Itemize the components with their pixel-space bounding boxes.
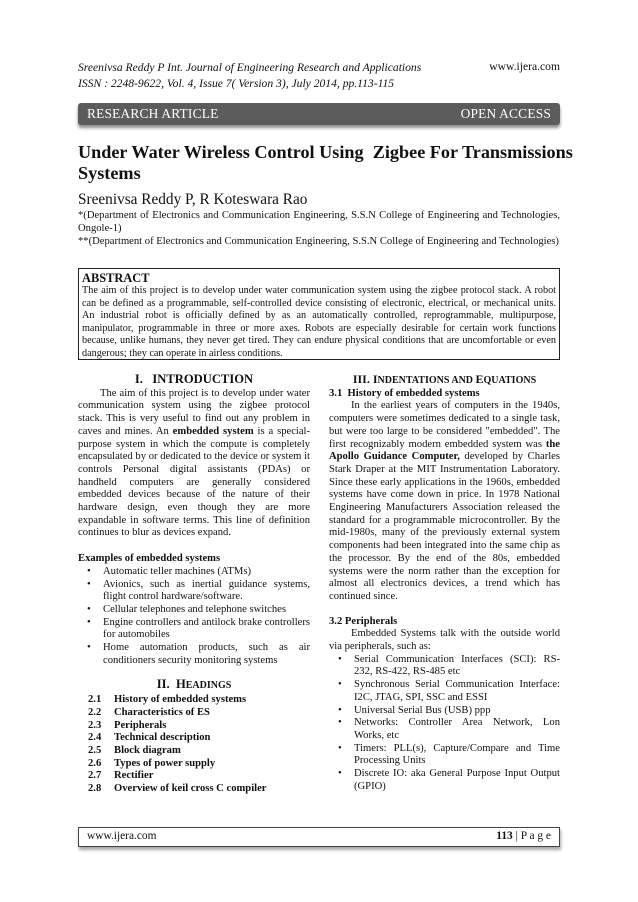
intro-text-b: is a special-purpose system in which the compute is completely encapsulated by or dedicated to the device or system it controls Personal digital assistants (PDAs) or handheld computers are generally considered embedded devices because of the nature of their hardware design, even though they are more expandable in software terms. This line of definition continues to blur as devices expand.	[78, 425, 311, 539]
page-number	[496, 830, 551, 842]
research-article-label: RESEARCH ARTICLE	[87, 106, 219, 121]
list-item: • Cellular telephones and telephone switches	[78, 604, 310, 617]
item-number: 2.4	[88, 732, 102, 744]
article-type-banner	[78, 103, 560, 125]
section-number: III.	[352, 372, 370, 386]
affiliation-2: **(Department of Electronics and Communication Engineering, S.S.N College of Engineering and Technologies)	[78, 236, 559, 247]
right-column	[329, 373, 560, 794]
title-line-2: Systems	[78, 163, 141, 183]
list-item: • Automatic teller machines (ATMs)	[78, 566, 310, 579]
list-item: • Avionics, such as inertial guidance systems, flight control hardware/software.	[78, 579, 310, 604]
heading-initial: I	[372, 372, 378, 386]
item-text: Types of power supply	[114, 757, 216, 769]
history-text-a: In the earliest years of computers in the 1940s, computers were sometimes dedicated to a single task, but were too large to be considered "embedded". The first recognizably modern embedded system was	[329, 400, 560, 450]
list-item	[88, 745, 310, 758]
introduction-paragraph	[78, 388, 310, 540]
peripherals-paragraph: Embedded Systems talk with the outside world via peripherals, such as:	[329, 628, 560, 653]
journal-citation	[78, 60, 508, 91]
list-item	[88, 770, 310, 783]
page-number-value: 113	[496, 830, 513, 842]
list-item	[88, 694, 310, 707]
item-text: Overview of keil cross C compiler	[114, 783, 267, 795]
list-item: • Synchronous Serial Communication Interface: I2C, JTAG, SPI, SSC and ESSI	[329, 679, 560, 704]
headings-section-heading	[78, 678, 310, 693]
open-access-label: OPEN ACCESS	[460, 106, 551, 121]
item-number: 2.8	[88, 783, 102, 795]
history-bold-term: the Apollo Guidance Computer,	[329, 438, 560, 463]
history-paragraph	[329, 400, 560, 603]
left-column	[78, 373, 310, 796]
item-text: Rectifier	[114, 770, 154, 782]
item-text: Peripherals	[114, 719, 167, 731]
item-number: 2.6	[88, 757, 102, 769]
list-item: • Discrete IO: aka General Purpose Input Output (GPIO)	[329, 768, 560, 793]
introduction-heading: I. INTRODUCTION	[134, 372, 254, 386]
authors: Sreenivsa Reddy P, R Koteswara Rao	[78, 191, 308, 208]
item-number: 2.1	[88, 694, 102, 706]
history-text-b: developed by Charles Stark Draper at the MIT Instrumentation Laboratory. Since these early applications in the 1960s, embedded systems have come down in price. In 1978 National Engineering Manufacturers Association released the standard for a programmable microcontroller. By the mid-1980s, many of the previously external system components had been integrated into the same chip as the processor. By the end of the 80s, embedded systems were the norm rather than the exception for almost all electronics devices, a trend which has continued since.	[329, 451, 561, 602]
header-site-link[interactable]: www.ijera.com	[489, 60, 560, 73]
title-line-1: Under Water Wireless Control Using Zigbee For Transmissions	[78, 142, 573, 162]
list-item: • Serial Communication Interfaces (SCI): RS-232, RS-422, RS-485 etc	[329, 654, 560, 679]
item-number: 2.3	[88, 719, 102, 731]
page-label: | P a g e	[512, 830, 551, 842]
list-item	[88, 707, 310, 720]
list-item: • Home automation products, such as air conditioners security monitoring systems	[78, 642, 310, 667]
abstract-box	[78, 268, 560, 360]
list-item: • Engine controllers and antilock brake controllers for automobiles	[78, 617, 310, 642]
list-item	[88, 758, 310, 771]
heading-initial: E	[475, 372, 484, 386]
abstract-heading: ABSTRACT	[82, 271, 150, 285]
peripherals-list	[329, 654, 560, 794]
subsection-3-1-heading: 3.1 History of embedded systems	[329, 387, 480, 399]
headings-list	[78, 694, 310, 796]
list-item: • Timers: PLL(s), Capture/Compare and Time Processing Units	[329, 743, 560, 768]
paper-title	[78, 142, 573, 184]
list-item: • Universal Serial Bus (USB) ppp	[329, 705, 560, 718]
list-item	[88, 720, 310, 733]
list-item	[88, 783, 310, 796]
intro-bold-term: embedded system	[172, 425, 254, 437]
heading-initial: H	[175, 677, 186, 692]
item-text: Block diagram	[114, 744, 181, 756]
journal-line-2: ISSN : 2248-9622, Vol. 4, Issue 7( Version 3), July 2014, pp.113-115	[78, 76, 395, 90]
item-text: Characteristics of ES	[114, 706, 210, 718]
heading-rest: NDENTATIONS AND	[377, 375, 476, 386]
page-footer	[78, 827, 560, 847]
list-item	[88, 732, 310, 745]
item-number: 2.7	[88, 770, 102, 782]
footer-site-link[interactable]: www.ijera.com	[87, 830, 157, 842]
affiliation-1: *(Department of Electronics and Communication Engineering, S.S.N College of Engineering and Technologies, Ongole-1)	[78, 210, 560, 234]
intro-text-a: The aim of this project is to develop under water communication system using the zigbee protocol stack. This is very useful to find out any problem in caves and mines. An	[78, 387, 310, 437]
section-number: II.	[156, 677, 170, 692]
section-3-heading	[329, 373, 560, 388]
item-number: 2.2	[88, 706, 102, 718]
abstract-text: The aim of this project is to develop under water communication system using the zigbee protocol stack. A robot can be defined as a programmable, self-controlled device consisting of electronic, electrical, or mechanical units. An industrial robot is officially defined by as an automatically controlled, reprogrammable, multipurpose, manipulator, programmable in three or more axes. Robots are especially desirable for certain work functions because, unlike humans, they never get tired. They can endure physical conditions that are uncomfortable or even dangerous; they can operate in airless conditions.	[82, 285, 556, 359]
examples-heading: Examples of embedded systems	[78, 553, 221, 565]
item-number: 2.5	[88, 744, 102, 756]
examples-list	[78, 566, 310, 668]
heading-rest: QUATIONS	[483, 375, 537, 386]
item-text: History of embedded systems	[114, 694, 247, 706]
heading-rest: EADINGS	[185, 680, 232, 692]
subsection-3-2-heading: 3.2 Peripherals	[329, 615, 398, 627]
journal-line-1: Sreenivsa Reddy P Int. Journal of Engineering Research and Applications	[78, 61, 422, 74]
item-text: Technical description	[114, 732, 211, 744]
list-item: • Networks: Controller Area Network, Lon Works, etc	[329, 717, 560, 742]
